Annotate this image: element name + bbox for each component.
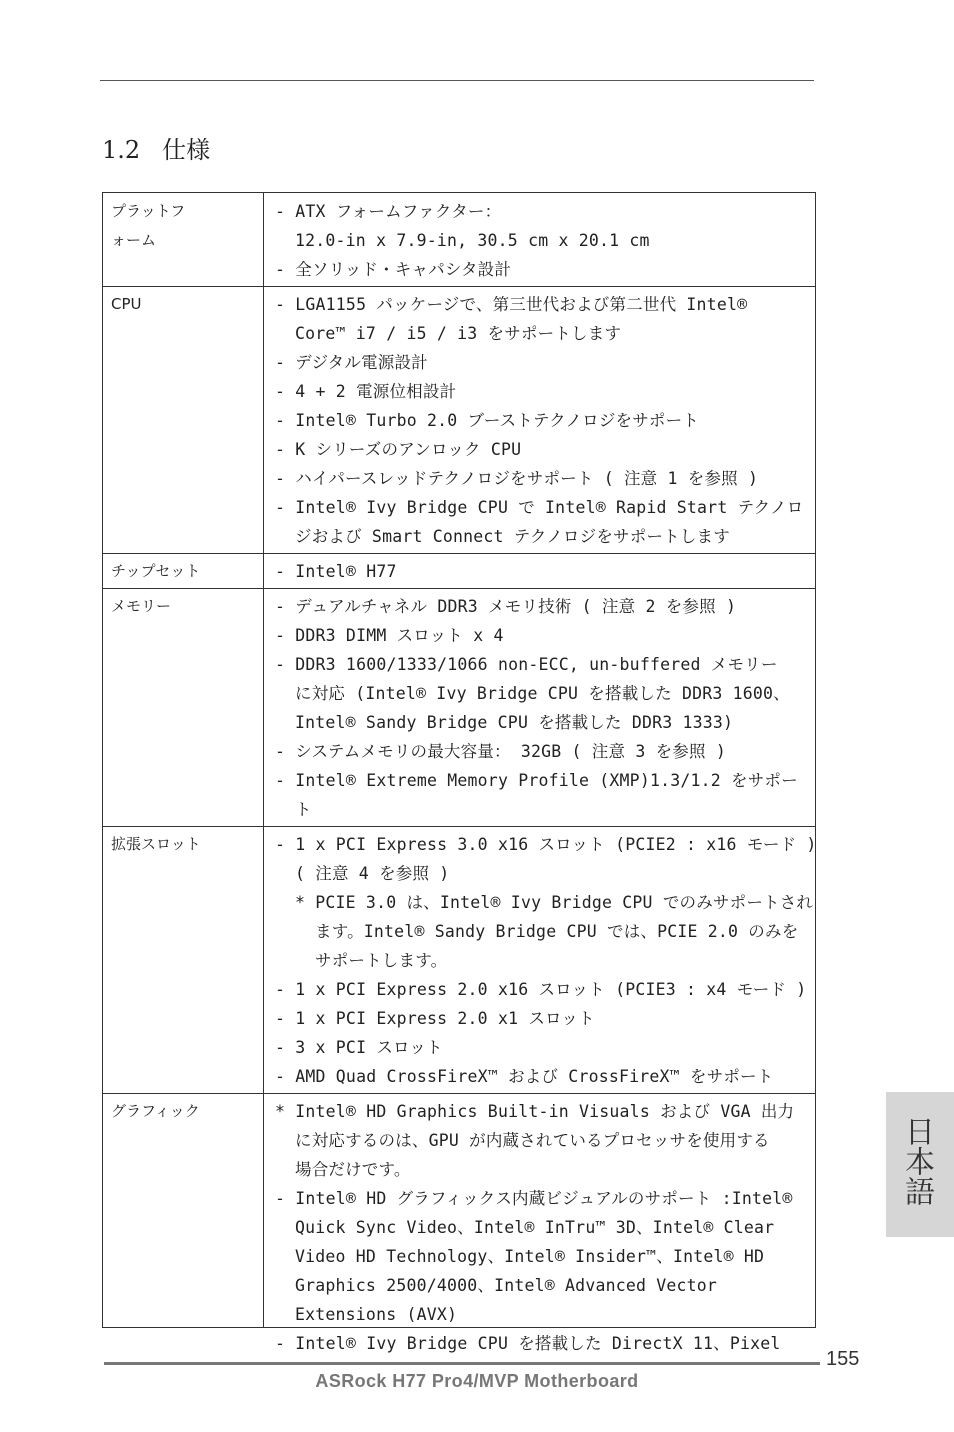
spec-line: - ハイパースレッドテクノロジをサポート ( 注意 1 を参照 ) bbox=[275, 469, 759, 488]
row-divider bbox=[103, 1093, 815, 1094]
spec-value bbox=[275, 1097, 811, 1358]
spec-label bbox=[111, 197, 185, 255]
row-divider bbox=[103, 553, 815, 554]
spec-label bbox=[111, 1097, 200, 1126]
footer-rule bbox=[104, 1362, 820, 1365]
spec-line: - LGA1155 パッケージで、第三世代および第二世代 Intel® bbox=[275, 295, 748, 314]
spec-label bbox=[111, 592, 171, 621]
spec-label-line: チップセット bbox=[111, 562, 201, 580]
spec-line: 12.0-in x 7.9-in, 30.5 cm x 20.1 cm bbox=[295, 231, 650, 250]
spec-line: - 1 x PCI Express 3.0 x16 スロット (PCIE2 : x16 モード ) bbox=[275, 835, 817, 854]
row-divider bbox=[103, 588, 815, 589]
spec-value bbox=[275, 290, 811, 551]
table-column-divider bbox=[263, 193, 264, 1327]
spec-line: Quick Sync Video、Intel® InTru™ 3D、Intel® Clear bbox=[295, 1218, 775, 1237]
spec-line: - Intel® Turbo 2.0 ブーストテクノロジをサポート bbox=[275, 411, 700, 430]
spec-line: Graphics 2500/4000、Intel® Advanced Vector bbox=[295, 1276, 718, 1295]
spec-line: - 3 x PCI スロット bbox=[275, 1038, 443, 1057]
spec-value bbox=[275, 557, 811, 586]
spec-line: に対応するのは、GPU が内蔵されているプロセッサを使用する bbox=[295, 1131, 770, 1150]
spec-line: Extensions (AVX) bbox=[295, 1305, 458, 1324]
spec-line: サポートします。 bbox=[315, 951, 448, 970]
spec-label-line: グラフィック bbox=[111, 1102, 200, 1120]
spec-line: - 1 x PCI Express 2.0 x16 スロット (PCIE3 : x4 モード ) bbox=[275, 980, 807, 999]
spec-line: - K シリーズのアンロック CPU bbox=[275, 440, 522, 459]
section-number: 1.2 bbox=[102, 136, 141, 164]
top-rule bbox=[100, 80, 814, 81]
spec-line: ( 注意 4 を参照 ) bbox=[295, 864, 450, 883]
spec-line: - Intel® Ivy Bridge CPU を搭載した DirectX 11、Pixel bbox=[275, 1334, 781, 1353]
spec-line: - Intel® Ivy Bridge CPU で Intel® Rapid Start テクノロ bbox=[275, 498, 804, 517]
spec-label-line: 拡張スロット bbox=[111, 835, 201, 853]
spec-value bbox=[275, 592, 811, 824]
spec-label-line: プラットフ bbox=[111, 202, 186, 220]
spec-line: - システムメモリの最大容量： 32GB ( 注意 3 を参照 ) bbox=[275, 742, 726, 761]
spec-line: ジおよび Smart Connect テクノロジをサポートします bbox=[295, 527, 730, 546]
spec-line: に対応 (Intel® Ivy Bridge CPU を搭載した DDR3 1600、 bbox=[295, 684, 790, 703]
language-tab bbox=[886, 1092, 954, 1237]
spec-line: Intel® Sandy Bridge CPU を搭載した DDR3 1333) bbox=[295, 713, 734, 732]
spec-line: * Intel® HD Graphics Built-in Visuals および VGA 出力 bbox=[275, 1102, 795, 1121]
spec-line: - 4 + 2 電源位相設計 bbox=[275, 382, 457, 401]
spec-value bbox=[275, 830, 817, 1091]
spec-line: - Intel® HD グラフィックス内蔵ビジュアルのサポート :Intel® bbox=[275, 1189, 793, 1208]
spec-line: Video HD Technology、Intel® Insider™、Intel® HD bbox=[295, 1247, 765, 1266]
spec-label bbox=[111, 830, 201, 859]
page-number: 155 bbox=[826, 1348, 860, 1370]
footer-title: ASRock H77 Pro4/MVP Motherboard bbox=[315, 1371, 639, 1391]
spec-line: - デュアルチャネル DDR3 メモリ技術 ( 注意 2 を参照 ) bbox=[275, 597, 737, 616]
spec-line: - ATX フォームファクター： bbox=[275, 202, 502, 221]
spec-line: - デジタル電源設計 bbox=[275, 353, 428, 372]
spec-line: - Intel® Extreme Memory Profile (XMP)1.3/1.2 をサポー bbox=[275, 771, 798, 790]
spec-line: - 1 x PCI Express 2.0 x1 スロット bbox=[275, 1009, 595, 1028]
spec-label bbox=[111, 290, 142, 319]
section-heading bbox=[102, 130, 210, 165]
spec-line: ます。Intel® Sandy Bridge CPU では、PCIE 2.0 のみを bbox=[315, 922, 799, 941]
spec-line: Core™ i7 / i5 / i3 をサポートします bbox=[295, 324, 622, 343]
section-title: 仕様 bbox=[162, 136, 211, 164]
spec-line: - 全ソリッド・キャパシタ設計 bbox=[275, 260, 512, 279]
row-divider bbox=[103, 826, 815, 827]
spec-label-line: CPU bbox=[111, 295, 142, 313]
spec-line: 場合だけです。 bbox=[295, 1160, 411, 1179]
spec-table bbox=[102, 192, 817, 1353]
spec-line: * PCIE 3.0 は、Intel® Ivy Bridge CPU でのみサポートされ bbox=[295, 893, 814, 912]
spec-line: ト bbox=[295, 800, 312, 819]
spec-line: - AMD Quad CrossFireX™ および CrossFireX™ をサポート bbox=[275, 1067, 774, 1086]
spec-line: - DDR3 DIMM スロット x 4 bbox=[275, 626, 504, 645]
spec-value bbox=[275, 197, 811, 284]
spec-label-line: メモリー bbox=[111, 597, 172, 615]
row-divider bbox=[103, 286, 815, 287]
spec-line: - Intel® H77 bbox=[275, 562, 397, 581]
language-tab-label: 日本語 bbox=[899, 1116, 934, 1206]
spec-line: - DDR3 1600/1333/1066 non-ECC, un-buffered メモリー bbox=[275, 655, 778, 674]
spec-label-line: ォーム bbox=[111, 231, 157, 249]
spec-label bbox=[111, 557, 200, 586]
